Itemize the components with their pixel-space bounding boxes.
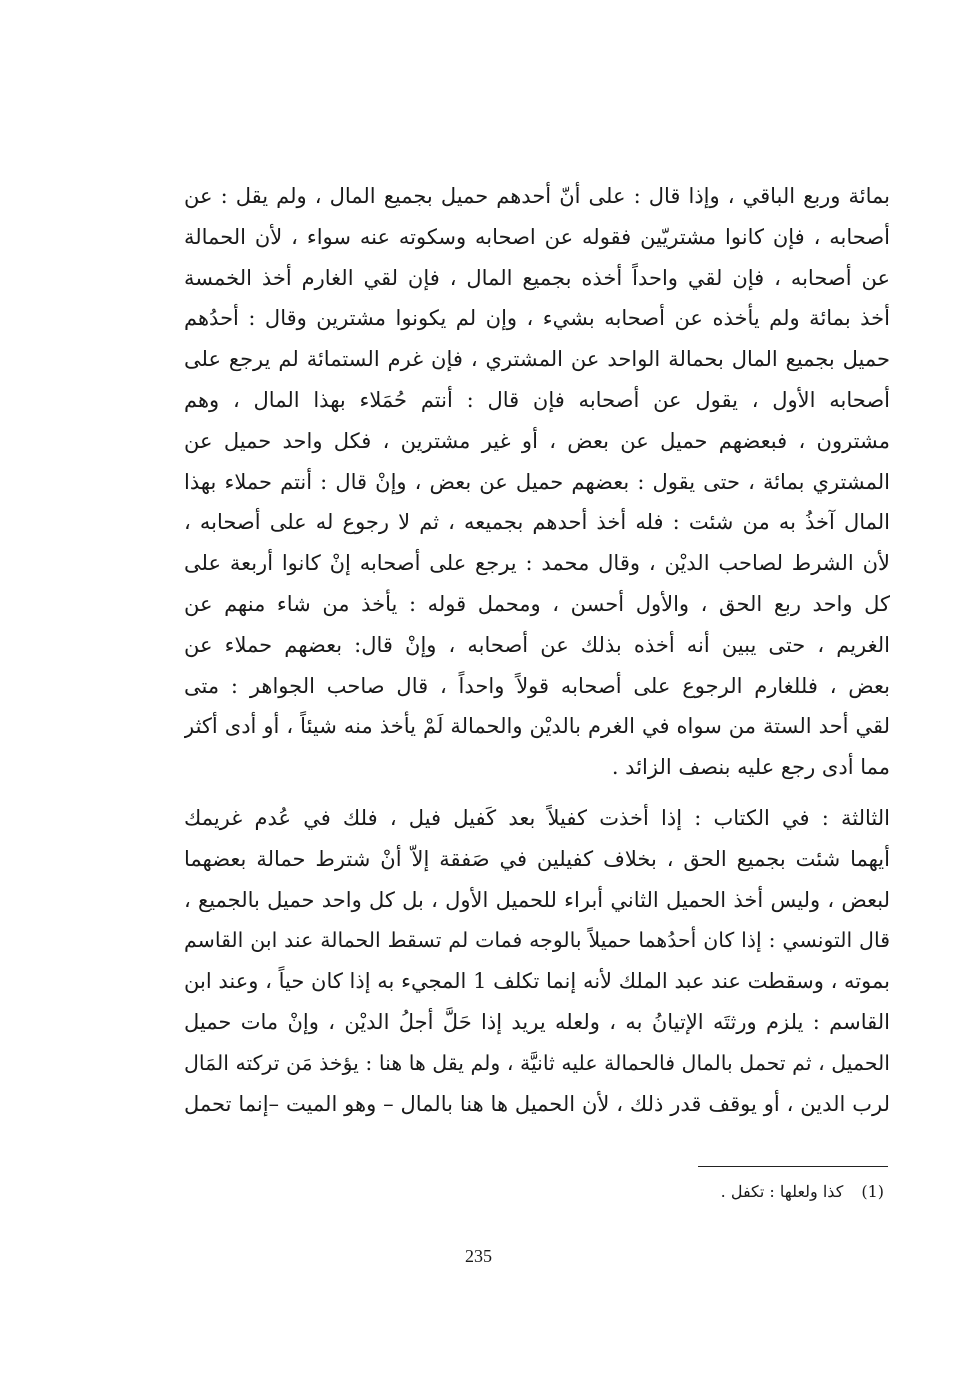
text-line-22: الحميل ، ثم تحمل بالمال فالحمالة عليه ثانيَّة ، ولم يقل ها هنا : يؤخذ مَن تركته المَال	[184, 1050, 890, 1075]
text-line-18: لبعض ، وليس أخذ الحميل الثاني أبراء للحميل الأول ، بل كل واحد حميل بالجميع ،	[184, 887, 890, 912]
text-line-21: القاسم : يلزم ورثتَه الإتيانُ به ، ولعله يريد إذا حَلَّ أجلُ الديْن ، وإنْ مات حميل	[184, 1009, 890, 1034]
text-line-11: كل واحد ربع الحق ، والأول أحسن ، ومحمل قوله : يأخذ من شاء منهم عن	[184, 591, 890, 616]
body-text	[184, 176, 890, 1124]
text-line-1: بمائة وربع الباقي ، وإذا قال : على أنّ أحدهم حميل بجميع المال ، ولم يقل : عن	[184, 184, 890, 208]
text-line-8: المشتري بمائة ، حتى يقول : بعضهم حميل عن بعض ، وإنْ قال : أنتم حملاء بهذا	[184, 469, 890, 494]
text-line-20: بموته ، وسقطت عند عبد الملك لأنه إنما تكلف 1 المجيء به إذا كان حياً ، وعند ابن	[184, 969, 890, 994]
text-line-10: لأن الشرط لصاحب الديْن ، وقال محمد : يرجع على أصحابه إنْ كانوا أربعة على	[184, 551, 890, 576]
text-line-23: لرب الدين ، أو يوقف قدر ذلك ، لأن الحميل ها هنا بالمال – وهو الميت –إنما تحمل	[184, 1091, 890, 1116]
text-line-6: أصحابه الأول ، يقول عن أصحابه فإن قال : أنتم حُمَلاء بهذا المال ، وهم	[184, 387, 890, 412]
text-line-15: مما أدى رجع عليه بنصف الزائد .	[611, 755, 890, 780]
footnote-text: كذا ولعلها : تكفل .	[720, 1182, 844, 1201]
text-line-14: لقي أحد الستة من سواه في الغرم بالديْن والحمالة لَمْ يأخذ منه شيئاً ، أو أدى أكثر	[184, 714, 890, 739]
text-line-16: الثالثة : في الكتاب : إذا أخذت كفيلاً بعد كَفيل فيل ، فلك في عُدم غريمك	[184, 805, 890, 830]
text-line-7: مشترون ، فبعضهم حميل عن بعض ، أو غير مشترين ، فكل واحد حميل عن	[184, 428, 890, 453]
text-line-3: عن أصحابه ، فإن لقي واحداً أخذه بجميع المال ، فإن لقي الغارم أخذ الخمسة	[184, 265, 890, 290]
text-line-9: المال آخذُ به من شئت : فله أخذ أحدهم بجميعه ، ثم لا رجوع له على أصحابه ،	[184, 510, 890, 535]
text-line-5: حميل بجميع المال بحمالة الواحد عن المشتري ، فإن غرم الستمائة لم يرجع على	[184, 347, 890, 372]
footnote-number: (1)	[861, 1182, 884, 1201]
footnote	[721, 1180, 884, 1204]
footnote-divider	[698, 1166, 888, 1167]
page-number: 235	[465, 1246, 492, 1266]
text-line-19: قال التونسي : إذا كان أحدُهما حميلاً بالوجه فمات لم تسقط الحمالة عند ابن القاسم	[184, 928, 890, 953]
text-line-13: بعض ، فللغارم الرجوع على أصحابه قولاً واحداً ، قال صاحب الجواهر : متى	[184, 673, 890, 698]
text-line-12: الغريم ، حتى يبين أنه أخذه بذلك عن أصحابه ، وإنْ قال: بعضهم حملاء عن	[184, 632, 890, 657]
text-line-17: أيهما شئت بجميع الحق ، بخلاف كفيلين في صَفقة إلاّ أنْ شترط حمالة بعضهما	[184, 846, 890, 871]
text-line-4: أخذ بمائة ولم يأخذه عن أصحابه بشيء ، وإن لم يكونوا مشترين وقال : أحدُهم	[184, 306, 890, 331]
text-line-2: أصحابه ، فإن كانوا مشتريّين فقوله عن اصحابه وسكوته عنه سواء ، لأن الحمالة	[184, 224, 890, 249]
